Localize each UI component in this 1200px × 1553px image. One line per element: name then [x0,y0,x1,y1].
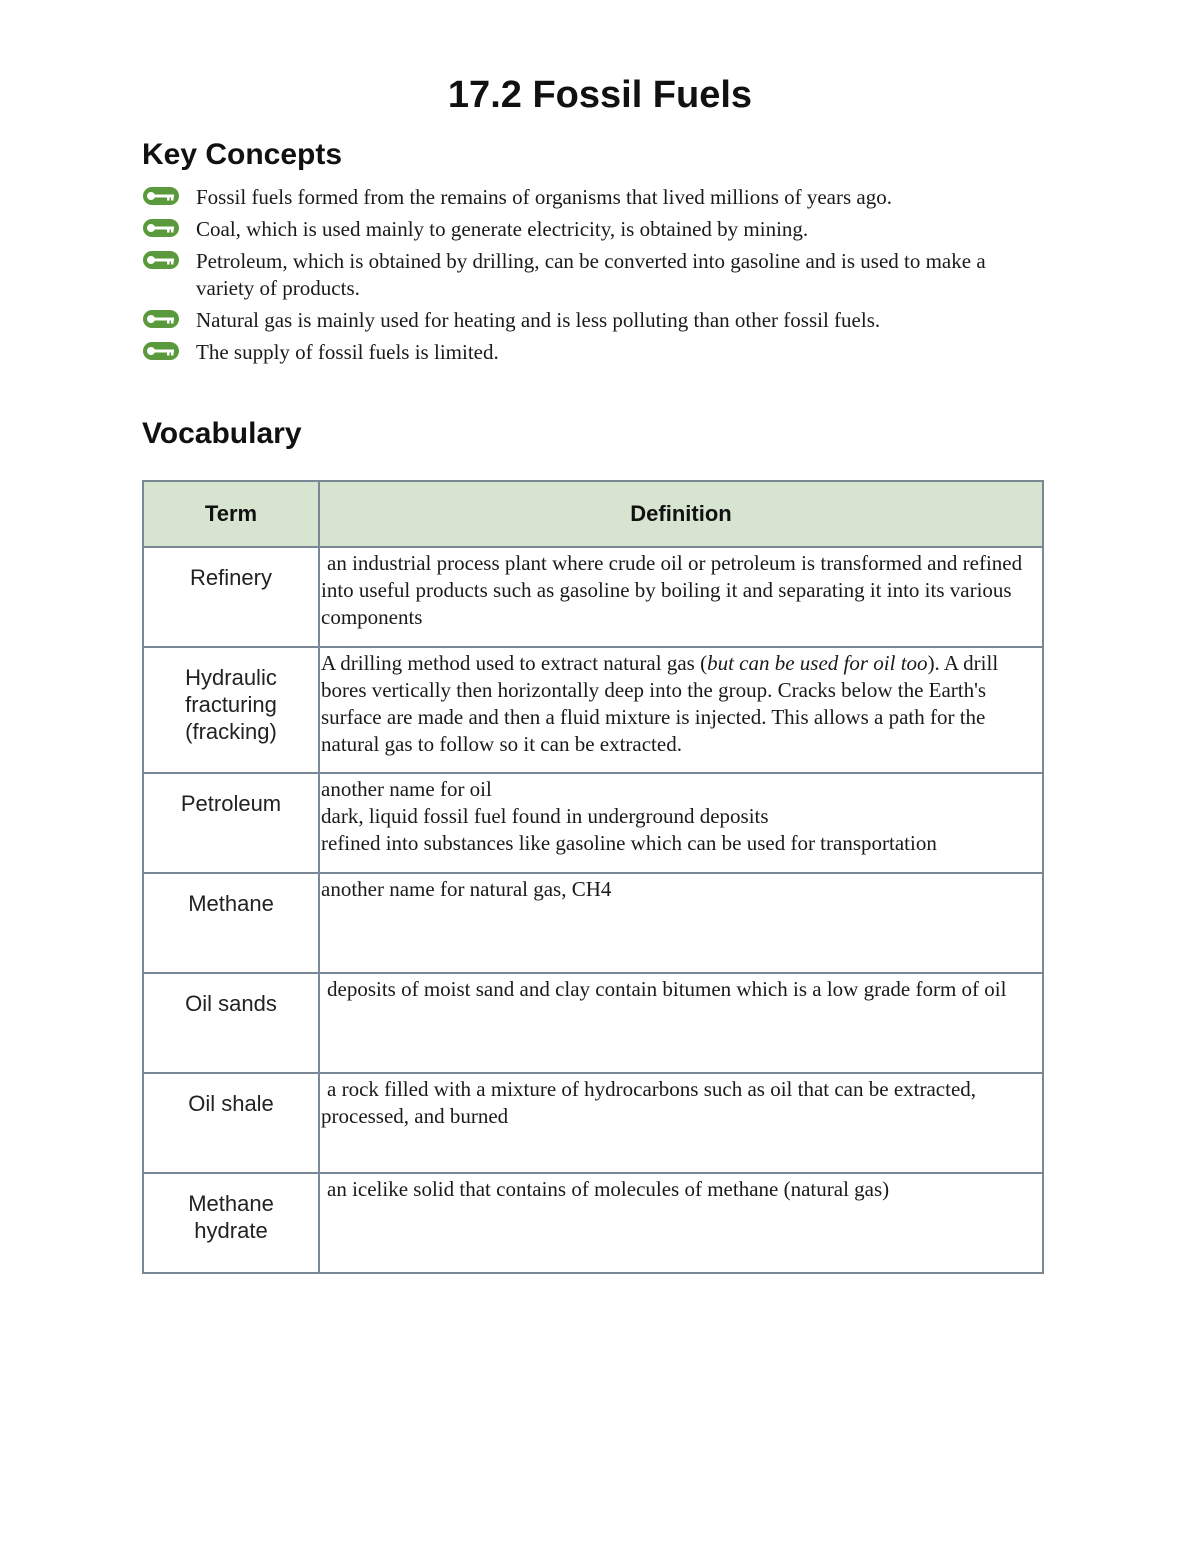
key-icon [142,218,180,238]
vocabulary-heading: Vocabulary [142,417,302,450]
definition-cell [319,1073,1043,1173]
key-icon [142,250,180,270]
table-row [143,1073,1043,1173]
key-concept-text: The supply of fossil fuels is limited. [196,340,499,364]
definition-text: an icelike solid that contains of molecules of methane (natural gas) [327,1177,890,1201]
table-row [143,547,1043,647]
key-concept-item [142,184,1042,211]
table-row [143,773,1043,873]
term-cell: Oil sands [143,973,319,1073]
definition-column-header: Definition [319,481,1043,547]
key-concept-item [142,216,1042,243]
definition-cell [319,547,1043,647]
term-cell: Petroleum [143,773,319,873]
definition-cell [319,973,1043,1073]
page-title: 17.2 Fossil Fuels [447,74,753,116]
key-concept-text: Petroleum, which is obtained by drilling, can be converted into gasoline and is used to make a variety of products. [196,249,986,300]
term-cell: Refinery [143,547,319,647]
definition-cell [319,773,1043,873]
term-column-header: Term [143,481,319,547]
definition-line: refined into substances like gasoline which can be used for transportation [321,831,937,855]
definition-text: A drilling method used to extract natural gas ( [321,651,708,675]
term-cell: Hydraulic fracturing (fracking) [143,647,319,773]
table-row [143,647,1043,773]
definition-line: dark, liquid fossil fuel found in underground deposits [321,804,769,828]
definition-text: an industrial process plant where crude oil or petroleum is transformed and refined into useful products such as gasoline by boiling it and separating it into its various components [321,551,1023,629]
key-concept-item [142,248,1042,302]
table-row [143,973,1043,1073]
table-header-row [143,481,1043,547]
definition-cell [319,873,1043,973]
key-icon [142,186,180,206]
key-concept-text: Coal, which is used mainly to generate electricity, is obtained by mining. [196,217,809,241]
key-concept-text: Natural gas is mainly used for heating and is less polluting than other fossil fuels. [196,308,881,332]
vocabulary-table [142,480,1044,1274]
term-cell: Methane hydrate [143,1173,319,1273]
table-row [143,1173,1043,1273]
definition-text: another name for natural gas, CH4 [321,877,612,901]
key-icon [142,309,180,329]
key-concepts-heading: Key Concepts [142,138,343,171]
definition-cell [319,1173,1043,1273]
definition-line: another name for oil [321,777,492,801]
term-cell: Methane [143,873,319,973]
key-concept-item [142,339,1042,366]
key-concepts-list [142,184,1042,371]
definition-italic-text: but can be used for oil too [707,651,928,675]
definition-cell [319,647,1043,773]
key-icon [142,341,180,361]
definition-text: a rock filled with a mixture of hydrocarbons such as oil that can be extracted, processed, and burned [321,1077,977,1128]
key-concept-text: Fossil fuels formed from the remains of organisms that lived millions of years ago. [196,185,892,209]
table-row [143,873,1043,973]
key-concept-item [142,307,1042,334]
term-cell: Oil shale [143,1073,319,1173]
definition-text: ). A drill bores vertically then horizontally deep into the group. Cracks below the Earth's surface are made and then a fluid mixture is injected. This allows a path for the natural gas to follow so it can be extracted. [321,651,999,756]
definition-text: deposits of moist sand and clay contain bitumen which is a low grade form of oil [327,977,1007,1001]
